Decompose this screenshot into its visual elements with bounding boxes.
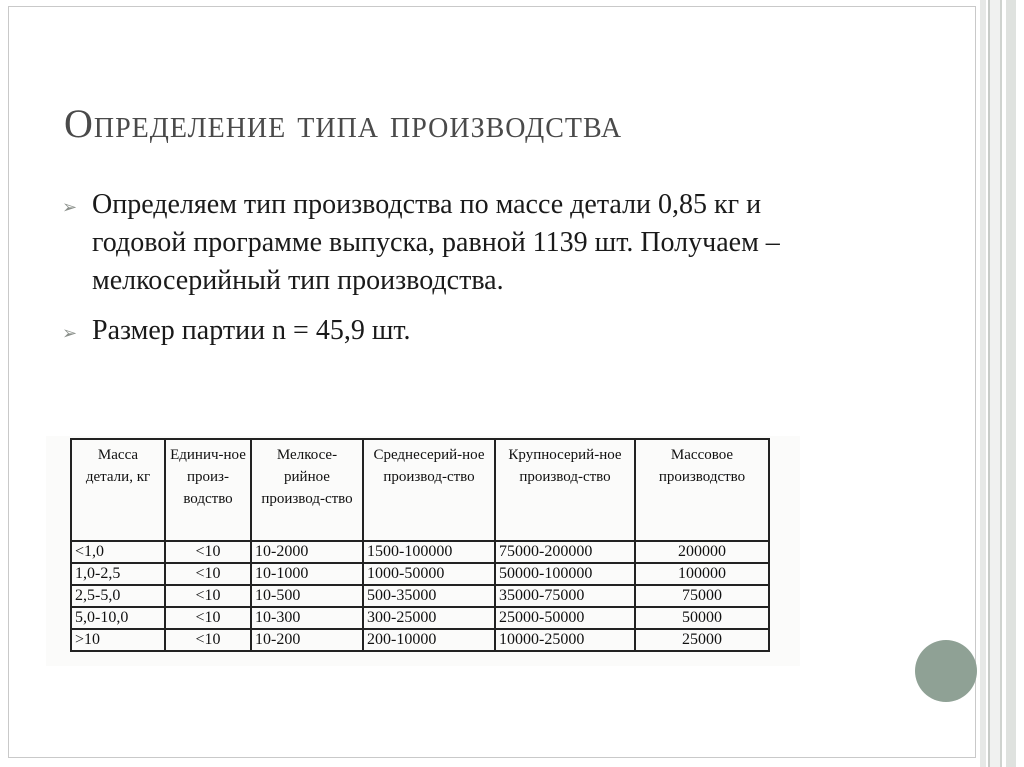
- table-cell: 10-2000: [251, 541, 363, 563]
- bullet-text: Определяем тип производства по массе детали 0,85 кг и годовой программе выпуска, равной 1139 шт. Получаем – мелкосерийный тип производства.: [92, 189, 780, 296]
- table-cell: <10: [165, 585, 251, 607]
- table-cell: 5,0-10,0: [71, 607, 165, 629]
- decorative-side-stripes: [976, 0, 1024, 767]
- production-type-table: [70, 438, 770, 652]
- bullet-text: Размер партии n = 45,9 шт.: [92, 315, 411, 346]
- table-cell: 75000: [635, 585, 769, 607]
- table-row: [71, 585, 769, 607]
- header-large-series: Крупносерий-ное производ-ство: [495, 439, 635, 541]
- table-cell: 1500-100000: [363, 541, 495, 563]
- table-cell: 1,0-2,5: [71, 563, 165, 585]
- table-cell: <10: [165, 541, 251, 563]
- table-cell: 75000-200000: [495, 541, 635, 563]
- slide-title: Определение типа производства: [64, 101, 623, 146]
- bullet-list: [62, 186, 862, 362]
- table-row: [71, 563, 769, 585]
- header-mass: Масса детали, кг: [71, 439, 165, 541]
- bullet-item: [62, 186, 862, 300]
- header-single: Единич-ное произ-водство: [165, 439, 251, 541]
- table-cell: 300-25000: [363, 607, 495, 629]
- bullet-item: [62, 312, 862, 350]
- table-cell: >10: [71, 629, 165, 651]
- table-row: [71, 629, 769, 651]
- table-cell: <1,0: [71, 541, 165, 563]
- table-cell: 10000-25000: [495, 629, 635, 651]
- table-cell: 50000: [635, 607, 769, 629]
- table-cell: 10-1000: [251, 563, 363, 585]
- arrow-bullet-icon: ➢: [62, 323, 78, 344]
- table-cell: 25000-50000: [495, 607, 635, 629]
- header-medium-series: Среднесерий-ное производ-ство: [363, 439, 495, 541]
- table-cell: 100000: [635, 563, 769, 585]
- table-cell: 200000: [635, 541, 769, 563]
- header-mass-production: Массовое производство: [635, 439, 769, 541]
- arrow-bullet-icon: ➢: [62, 197, 78, 218]
- table-image: [46, 436, 800, 666]
- header-small-series: Мелкосе-рийное производ-ство: [251, 439, 363, 541]
- table-cell: 10-500: [251, 585, 363, 607]
- table-cell: 50000-100000: [495, 563, 635, 585]
- table-cell: <10: [165, 607, 251, 629]
- table-row: [71, 541, 769, 563]
- table-cell: 200-10000: [363, 629, 495, 651]
- table-cell: <10: [165, 629, 251, 651]
- decorative-circle-icon: [915, 640, 977, 702]
- table-cell: 10-200: [251, 629, 363, 651]
- table-cell: 1000-50000: [363, 563, 495, 585]
- table-row: [71, 607, 769, 629]
- table-cell: 35000-75000: [495, 585, 635, 607]
- table-cell: <10: [165, 563, 251, 585]
- table-cell: 2,5-5,0: [71, 585, 165, 607]
- table-cell: 500-35000: [363, 585, 495, 607]
- table-header-row: [71, 439, 769, 541]
- table-cell: 25000: [635, 629, 769, 651]
- table-cell: 10-300: [251, 607, 363, 629]
